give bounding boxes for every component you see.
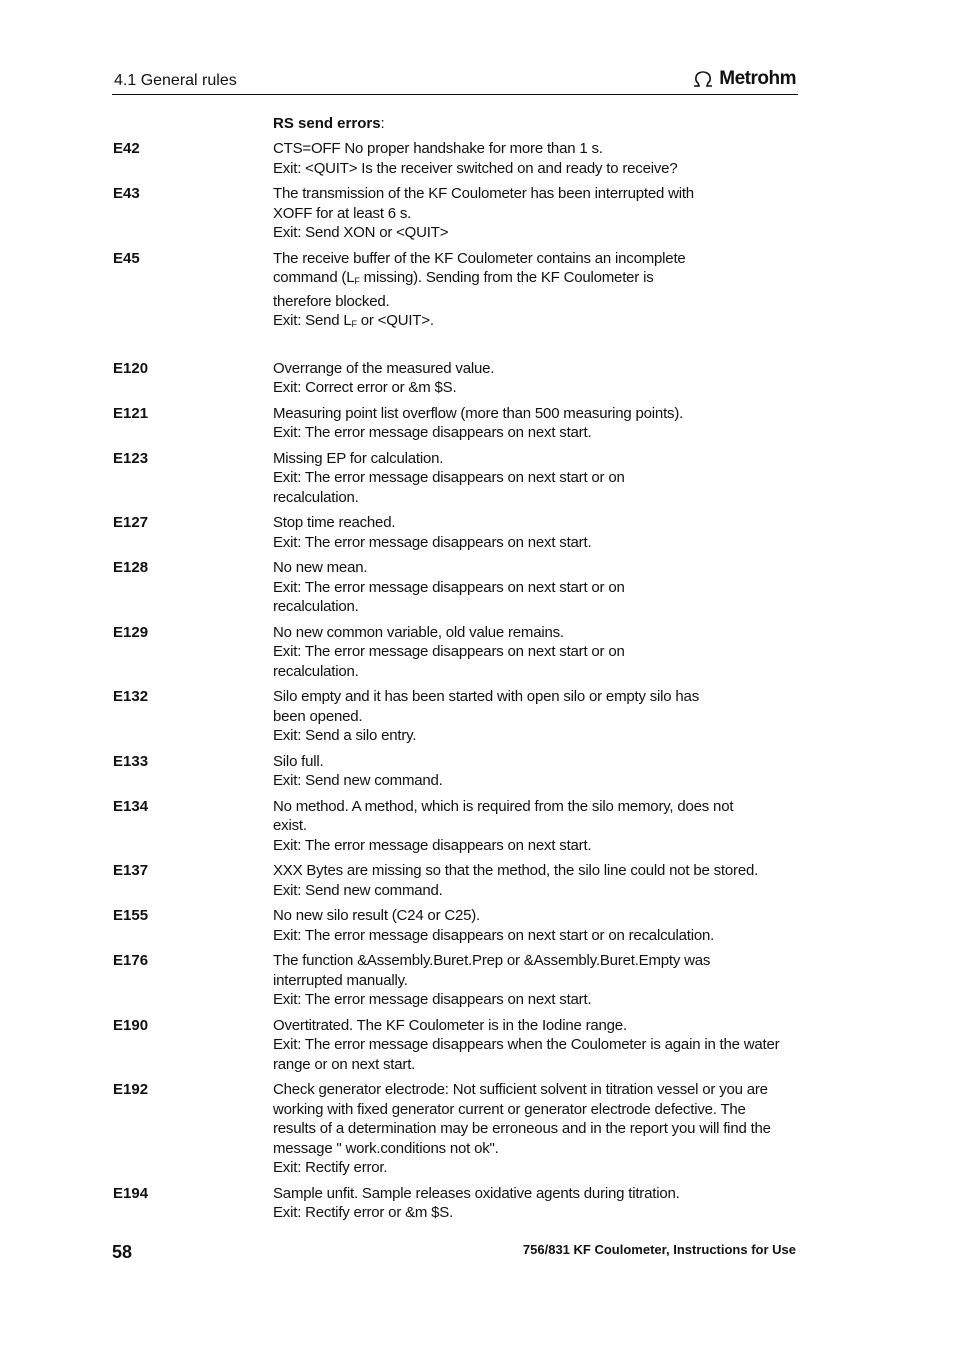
desc-line: Exit: The error message disappears on next start or on	[273, 578, 625, 596]
error-row-e176	[113, 951, 803, 1010]
desc-line: Exit: Rectify error.	[273, 1159, 388, 1176]
error-description	[273, 687, 798, 746]
desc-line	[273, 268, 798, 292]
subhead-colon: :	[380, 115, 385, 132]
desc-line: The receive buffer of the KF Coulometer contains an incomplete	[273, 249, 686, 267]
error-row-e129	[113, 623, 803, 682]
desc-fragment: Exit: Send L	[273, 312, 352, 329]
desc-line: Stop time reached.	[273, 514, 396, 531]
error-code: E123	[113, 449, 149, 467]
desc-line: recalculation.	[273, 488, 359, 506]
desc-line: Measuring point list overflow (more than 500 measuring points).	[273, 404, 684, 422]
general-errors	[113, 359, 803, 1223]
error-code: E176	[113, 952, 149, 969]
error-row-e133	[113, 752, 803, 791]
desc-subscript: F	[351, 319, 357, 329]
page-header	[112, 70, 798, 95]
error-description	[273, 623, 798, 682]
desc-line: range or on next start.	[273, 1055, 416, 1073]
error-row-e43	[113, 184, 803, 243]
error-code: E129	[113, 623, 149, 641]
brand-name: Metrohm	[719, 68, 796, 89]
desc-line: Exit: Send XON or <QUIT>	[273, 224, 449, 241]
error-row-e132	[113, 687, 803, 746]
desc-line: Silo empty and it has been started with open silo or empty silo has	[273, 688, 700, 705]
error-description	[273, 449, 798, 508]
desc-line: Exit: <QUIT> Is the receiver switched on and ready to receive?	[273, 159, 678, 177]
desc-line: No new silo result (C24 or C25).	[273, 907, 481, 924]
error-code: E133	[113, 752, 149, 770]
desc-line: been opened.	[273, 707, 363, 725]
desc-line: The function &Assembly.Buret.Prep or &Assembly.Buret.Empty was	[273, 952, 711, 969]
error-row-e123	[113, 449, 803, 508]
error-code: E45	[113, 249, 140, 267]
desc-line: Sample unfit. Sample releases oxidative agents during titration.	[273, 1184, 680, 1202]
desc-line: Exit: Rectify error or &m $S.	[273, 1204, 454, 1221]
desc-fragment: or <QUIT>.	[356, 312, 434, 329]
error-description	[273, 1184, 798, 1223]
error-description	[273, 861, 798, 900]
desc-line: Exit: Correct error or &m $S.	[273, 379, 457, 396]
error-row-e128	[113, 558, 803, 617]
error-description	[273, 752, 798, 791]
error-code: E190	[113, 1016, 149, 1034]
error-description	[273, 513, 798, 552]
desc-line: Exit: Send new command.	[273, 881, 443, 899]
page-number: 58	[112, 1242, 133, 1262]
error-description	[273, 404, 798, 443]
error-row-e192	[113, 1080, 803, 1178]
desc-fragment: command (L	[273, 269, 355, 286]
error-description	[273, 797, 798, 856]
error-code: E134	[113, 797, 149, 815]
desc-line: No method. A method, which is required from the silo memory, does not	[273, 797, 734, 815]
desc-line: Overrange of the measured value.	[273, 359, 495, 377]
error-row-e190	[113, 1016, 803, 1075]
desc-line: Exit: The error message disappears on next start or on	[273, 469, 625, 486]
error-description	[273, 906, 798, 945]
desc-line: recalculation.	[273, 598, 359, 615]
error-row-e42	[113, 139, 803, 178]
rs-errors	[113, 139, 803, 243]
brand-logo	[691, 68, 796, 90]
page-footer	[112, 1240, 798, 1264]
desc-line: Exit: The error message disappears on next start.	[273, 424, 592, 441]
desc-line: Overtitrated. The KF Coulometer is in the Iodine range.	[273, 1016, 627, 1034]
error-description	[273, 951, 798, 1010]
footer-title: 756/831 KF Coulometer, Instructions for Use	[522, 1242, 796, 1257]
desc-line: Exit: The error message disappears on next start.	[273, 533, 592, 551]
desc-line: The transmission of the KF Coulometer has been interrupted with	[273, 185, 694, 202]
error-list	[113, 114, 803, 1229]
desc-line: No new mean.	[273, 559, 368, 576]
error-row-e121	[113, 404, 803, 443]
desc-line: Exit: The error message disappears on next start.	[273, 991, 592, 1008]
error-row-e134	[113, 797, 803, 856]
desc-line: XOFF for at least 6 s.	[273, 204, 412, 222]
desc-line: XXX Bytes are missing so that the method, the silo line could not be stored.	[273, 862, 759, 879]
error-description	[273, 184, 798, 243]
desc-line: Exit: The error message disappears on next start.	[273, 836, 592, 854]
error-description	[273, 249, 798, 335]
desc-line: Exit: Send a silo entry.	[273, 727, 417, 744]
error-code: E155	[113, 907, 149, 924]
error-row-e194	[113, 1184, 803, 1223]
error-code: E127	[113, 514, 149, 531]
error-code: E43	[113, 185, 140, 202]
desc-line: recalculation.	[273, 662, 359, 680]
desc-line: No new common variable, old value remains.	[273, 623, 564, 641]
error-code: E192	[113, 1081, 149, 1098]
desc-line: exist.	[273, 817, 307, 834]
error-code: E120	[113, 359, 149, 377]
error-row-e127	[113, 513, 803, 552]
error-description	[273, 1016, 798, 1075]
error-row-e137	[113, 861, 803, 900]
error-description	[273, 139, 798, 178]
desc-fragment: missing). Sending from the KF Coulometer is	[359, 269, 654, 286]
desc-line	[273, 311, 798, 335]
error-description	[273, 1080, 798, 1178]
desc-line: interrupted manually.	[273, 971, 408, 989]
error-code: E132	[113, 688, 149, 705]
error-code: E137	[113, 862, 149, 879]
desc-subscript: F	[354, 276, 360, 286]
desc-line: CTS=OFF No proper handshake for more than 1 s.	[273, 140, 603, 157]
error-code: E42	[113, 140, 140, 157]
desc-line: Exit: The error message disappears on next start or on recalculation.	[273, 926, 715, 944]
error-description	[273, 359, 798, 398]
error-code: E121	[113, 404, 149, 422]
desc-line: results of a determination may be erroneous and in the report you will find the	[273, 1120, 771, 1137]
subhead	[273, 114, 803, 133]
error-code: E194	[113, 1184, 149, 1202]
omega-logo-icon	[691, 69, 715, 89]
subhead-title: RS send errors	[273, 115, 381, 132]
error-row-e155	[113, 906, 803, 945]
desc-line: Exit: The error message disappears when the Coulometer is again in the water	[273, 1036, 780, 1053]
error-row-e120	[113, 359, 803, 398]
desc-line: Missing EP for calculation.	[273, 449, 444, 467]
desc-line: working with fixed generator current or generator electrode defective. The	[273, 1100, 746, 1118]
desc-line: message " work.conditions not ok".	[273, 1139, 499, 1157]
desc-line: Check generator electrode: Not sufficient solvent in titration vessel or you are	[273, 1081, 768, 1098]
desc-line: Exit: The error message disappears on next start or on	[273, 643, 625, 660]
error-description	[273, 558, 798, 617]
section-label: 4.1 General rules	[114, 72, 237, 89]
desc-line: Silo full.	[273, 752, 324, 770]
desc-line: Exit: Send new command.	[273, 772, 443, 789]
desc-line: therefore blocked.	[273, 292, 390, 310]
error-row-e45	[113, 249, 803, 335]
error-code: E128	[113, 559, 149, 576]
